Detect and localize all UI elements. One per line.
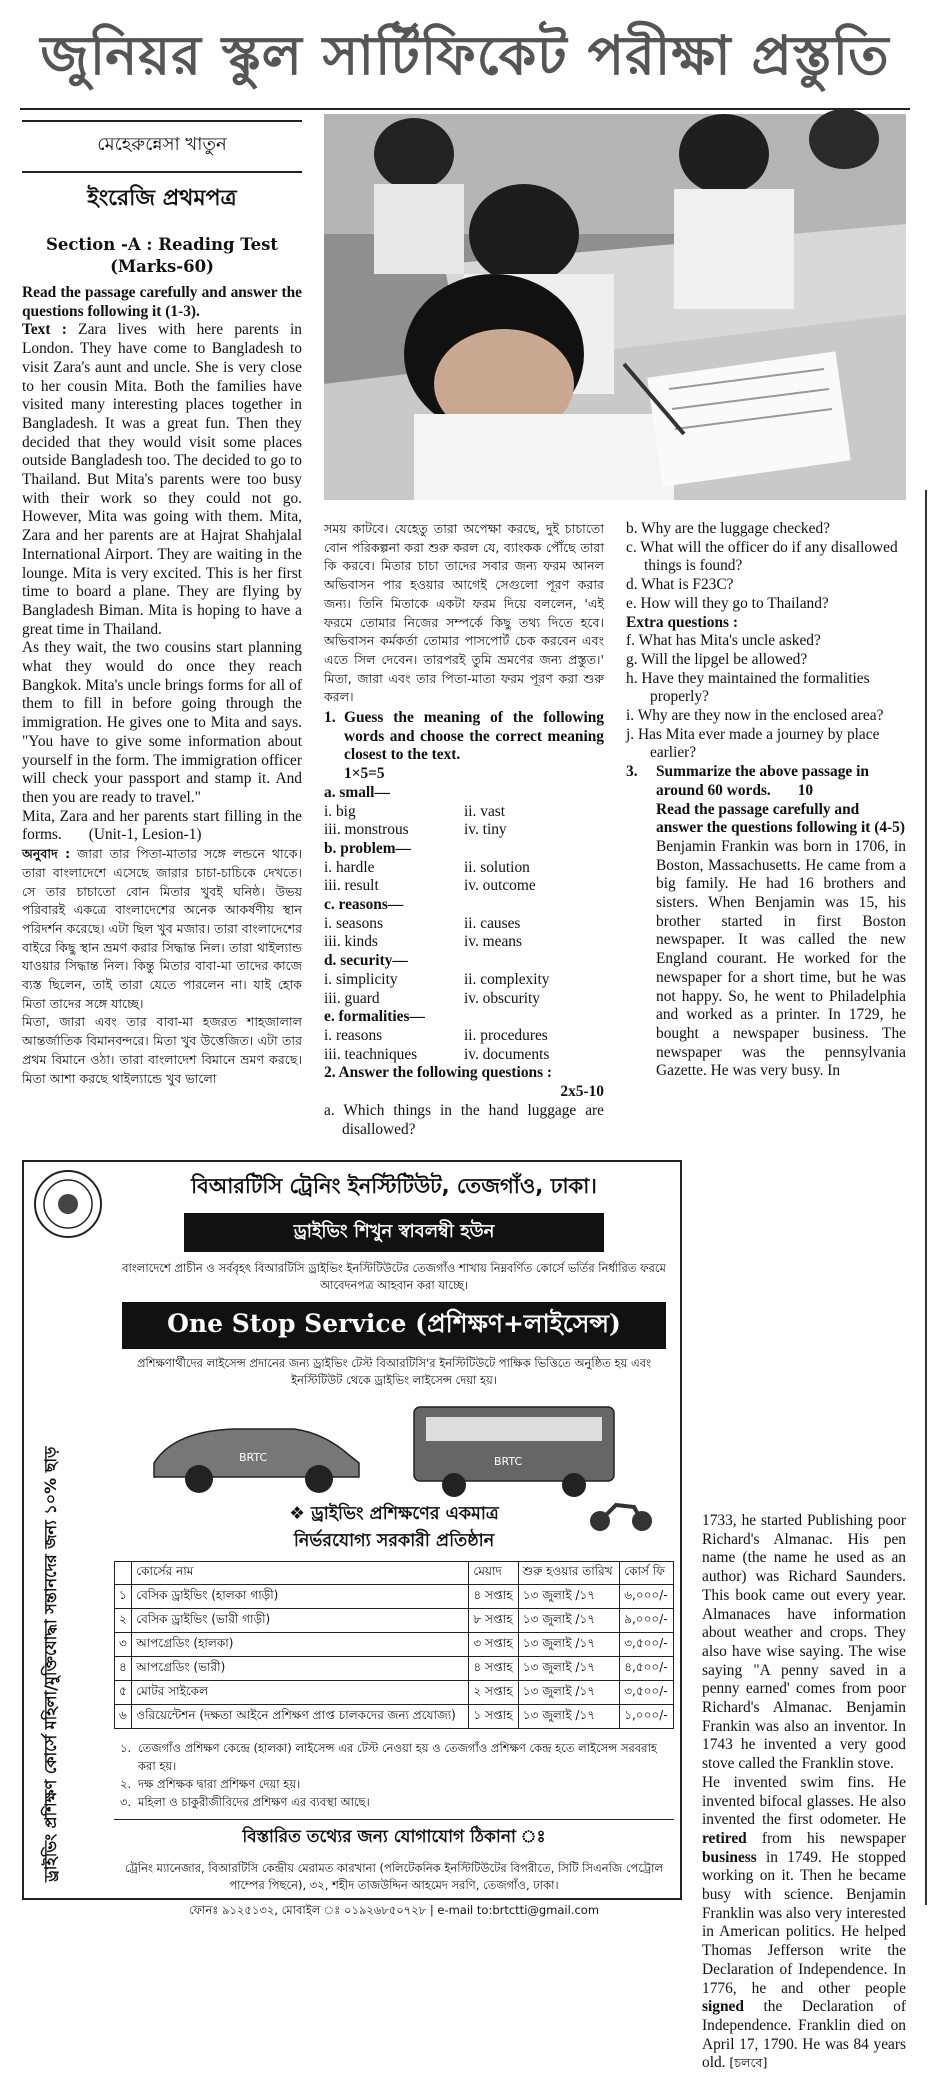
question-2-item: d. What is F23C? [626,576,734,594]
course-cell: ১৩ জুলাই /১৭ [518,1657,619,1681]
vocabulary-list [324,784,604,1065]
passage-1-para-3 [22,808,302,845]
vocab-option: i. reasons [324,1026,383,1044]
course-cell: বেসিক ড্রাইভিং (হালকা গাড়ী) [132,1585,469,1609]
passage-2-bold-retired: retired [702,1829,747,1847]
vocab-option: iv. documents [464,1045,550,1063]
course-cell: ৬,০০০/- [620,1585,674,1609]
vocab-option: ii. vast [464,802,506,820]
course-cell: ১৩ জুলাই /১৭ [518,1633,619,1657]
section-marks: (Marks-60) [110,257,214,276]
question-3 [626,763,906,838]
passage-2-bold-signed: signed [702,1998,744,2016]
course-cell: ১৩ জুলাই /১৭ [518,1705,619,1729]
question-2-a: a. Which things in the hand luggage are disallowed? [324,1101,604,1138]
course-cell: ১,০০০/- [620,1705,674,1729]
contact-phone-email: ফোনঃ ৯১২৫১৩২, মোবাইল ঃ ০১৯২৬৮৫০৭২৮ | e-mail to:brtctti@gmail.com [114,1898,674,1919]
course-cell: আপগ্রেডিং (হালকা) [132,1633,469,1657]
course-table-header [115,1562,674,1585]
course-cell: ১ সপ্তাহ [469,1705,518,1729]
vocab-option-row [324,803,604,822]
course-cell: ৪ সপ্তাহ [469,1585,518,1609]
contact-address: ট্রেনিং ম্যানেজার, বিআরটিসি কেন্দ্রীয় মেরামত কারখানা (পলিটেকনিক ইনস্টিটিউটের বিপরীতে, সিটি সিএনজি পেট্রোল পাম্পের পিছনে), ৩২, শহীদ তাজউদ্দিন আহমেদ সরণি, তেজগাঁও, ঢাকা। [124,1861,664,1892]
question-1-text [344,709,604,784]
course-cell: ৩ [115,1633,132,1657]
vocab-option: iv. obscurity [464,989,540,1007]
vocab-option: iv. means [464,933,522,951]
section-name: Section -A : Reading Test [45,235,279,254]
passage-2-part-2: 1733, he started Publishing poor Richard's Almanac. His pen name (the name he used as an author) was Richard Saunders. This book came out every year. Almanaces have information about weather and crops. They also have wise saying. The wise saying "A penny saved in a penny earned' comes from poor Richard's Almanac. Benjamin Frankin was also an inventor. In 1743 he invented a very good stove called the Franklin stove. [702,1512,906,1773]
column-1 [22,284,302,1088]
question-3-number: 3. [626,763,638,781]
course-cell: ২ [115,1609,132,1633]
course-cell: ওরিয়েন্টেশন (দক্ষতা আইনে প্রশিক্ষণ প্রাপ্ত চালকদের জন্য প্রযোজ্য) [132,1705,469,1729]
vocab-option: i. hardle [324,858,375,876]
unit-reference: (Unit-1, Lesion-1) [88,826,202,844]
translation-para-2: মিতা, জারা এবং তার বাবা-মা হজরত শাহজালাল আন্তর্জাতিক বিমানবন্দরে। মিতা খুব উত্তেজিত। এটা তার প্রথম বিমানে ওঠা। তারা বাংলাদেশ বিমানে ভ্রমণ করছে। মিতা আশা করছে থাইল্যান্ডে খুব ভালো [22,1014,302,1086]
question-3-text: Summarize the above passage in around 60 words. [656,763,869,799]
ad-heading-line-1: ❖ ড্রাইভিং প্রশিক্ষণের একমাত্র [289,1504,499,1524]
vocab-option: iii. teachniques [324,1045,418,1063]
passage-2-bold-business: business [702,1848,757,1866]
course-table-body [115,1585,674,1729]
passage-2-part-3 [702,1774,906,2073]
bus-label: BRTC [494,1455,523,1468]
course-table-heading: কোর্সের নাম [132,1562,469,1585]
ad-note-number: ১. [120,1741,132,1755]
course-cell: মোটর সাইকেল [132,1681,469,1705]
column-3-lower [702,1512,906,2073]
question-2-item: b. Why are the luggage checked? [626,520,830,537]
translation-1-text: জারা তার পিতা-মাতার সঙ্গে লন্ডনে থাকে। তারা বাংলাদেশে এসেছে জারার চাচা-চাচিকে দেখতে। সে তার চাচাতো বোন মিতার খুবই ঘনিষ্ঠ। উভয় পরিবারই একত্রে বাংলাদেশের অনেক আকর্ষণীয় স্থান পরিদর্শন করেছে। এটা ছিল খুব মজার। তারা বাংলাদেশের বাইরে কিছু স্থান ভ্রমণ করার সিদ্ধান্ত নিল। তারা থাইল্যান্ড যাওয়ার সিদ্ধান্ত নিল। কিন্তু মিতার বাবা-মা তাদের কাজে ব্যস্ত ছিলেন, তাই তারা যেতে পারলেন না। যাই হোক মিতা তাদের সঙ্গে যাচ্ছে। [22,846,303,1011]
section-title [22,234,302,278]
ad-content [114,1162,674,1917]
motorcycle-icon [586,1493,656,1533]
course-row [115,1681,674,1705]
contact-title: বিস্তারিত তথ্যের জন্য যোগাযোগ ঠিকানা ঃ [114,1819,674,1852]
question-1 [324,709,604,784]
passage-2-part-3-text-c: in 1749. He stopped working on it. Then he became busy with science. Benjamin Franklin was also very interested in American politics. He helped Thomas Jefferson write the Declaration of Independence. In 1776, he and other people [702,1848,906,1997]
author-name: মেহেরুন্নেসা খাতুন [97,134,227,155]
vocab-option: i. seasons [324,914,383,932]
passage-1 [22,321,302,639]
question-2-list [626,520,906,614]
ad-note-text: দক্ষ প্রশিক্ষক দ্বারা প্রশিক্ষণ দেয়া হয়। [138,1777,301,1791]
ad-title: বিআরটিসি ট্রেনিং ইনস্টিটিউট, তেজগাঁও, ঢাকা। [191,1174,597,1198]
course-cell: ৩,৫০০/- [620,1681,674,1705]
vehicle-illustrations [114,1393,674,1501]
ad-side-banner [28,1332,68,1892]
vocab-option-row [324,971,604,990]
ad-heading-block [114,1501,674,1555]
vocab-option-row [324,915,604,934]
question-2-heading: 2. Answer the following questions : [324,1064,553,1082]
ad-heading-line-2: নির্ভরযোগ্য সরকারী প্রতিষ্ঠান [293,1531,495,1551]
byline-bottom-rule [22,171,302,173]
vocab-option-row [324,877,604,896]
extra-questions-title: Extra questions : [626,613,739,631]
column-edge-rule [925,490,927,1905]
course-table-heading: মেয়াদ [469,1562,518,1585]
vocab-option: ii. causes [464,914,521,932]
extra-question-item: j. Has Mita ever made a journey by place earlier? [626,725,880,762]
headline-rule [20,108,910,110]
course-cell: আপগ্রেডিং (ভারী) [132,1657,469,1681]
car-label: BRTC [239,1451,268,1464]
course-row [115,1705,674,1729]
extra-question-item: h. Have they maintained the formalities properly? [626,669,870,706]
course-cell: ৫ [115,1681,132,1705]
course-cell: ২ সপ্তাহ [469,1681,518,1705]
course-row [115,1585,674,1609]
course-cell: ৬ [115,1705,132,1729]
vocab-option: ii. solution [464,858,530,876]
text-label: Text : [22,321,67,339]
government-seal-icon [32,1168,104,1240]
question-1-number: 1. [324,709,336,727]
course-row [115,1657,674,1681]
question-2-item: c. What will the officer do if any disallowed things is found? [626,538,898,575]
extra-questions-list [626,632,906,763]
translation-continued: সময় কাটবে। যেহেতু তারা অপেক্ষা করছে, দুই চাচাতো বোন পরিকল্পনা করা শুরু করল যে, ব্যাংকক পৌঁছে তারা কি করবে। মিতার চাচা তাদের সবার জন্য ফরম আনল অভিবাসন পার হওয়ার আগেই সেগুলো পূরণ করার জন্য। তিনি মিতাকে একটা ফরম দিয়ে বললেন, 'এই ফরমে তোমার নিজের সম্পর্কে কিছু তথ্য দিতে হবে। অভিবাসন কর্মকর্তা তোমার পাসপোর্ট চেক করবেন এবং এতে সিল দেবেন। তারপরই তুমি ভ্রমণের জন্য প্রস্তুত।' মিতা, জারা এবং তার পিতা-মাতা ফরম পূরণ করা শুরু করল। [324,521,604,705]
ad-notes-list [114,1739,674,1811]
vocab-option-row [324,821,604,840]
vocab-option: iii. result [324,877,379,895]
course-table-heading: কোর্স ফি [620,1562,674,1585]
ad-note-text: তেজগাঁও প্রশিক্ষণ কেন্দ্রে (হালকা) লাইসেন্স এর টেস্ট নেওয়া হয় ও তেজগাঁও প্রশিক্ষণ কেন্দ্র হতে লাইসেন্স সরবরাহ করা হয়। [138,1741,657,1773]
exam-hall-photo [324,114,906,500]
vocab-option: iv. tiny [464,821,507,839]
reading-instruction-2: Read the passage carefully and answer the questions following it (4-5) [656,800,905,837]
course-cell: ৪,৫০০/- [620,1657,674,1681]
paper-title: ইংরেজি প্রথমপত্র [87,186,237,211]
vocab-option: i. simplicity [324,970,398,988]
extra-question-item: i. Why are they now in the enclosed area? [626,707,884,725]
course-cell: ১৩ জুলাই /১৭ [518,1681,619,1705]
question-1-marks: 1×5=5 [344,765,385,783]
course-cell: ৪ [115,1657,132,1681]
course-row [115,1633,674,1657]
question-3-body [656,763,906,838]
passage-2-part-3-text-b: from his newspaper [746,1829,906,1847]
course-cell: ৯,০০০/- [620,1609,674,1633]
ad-note-number: ৩. [120,1795,132,1809]
ad-note-number: ২. [120,1777,132,1791]
vocab-option-row [324,1046,604,1065]
one-stop-service-banner: One Stop Service (প্রশিক্ষণ+লাইসেন্স) [122,1302,666,1349]
course-cell: ৩,৫০০/- [620,1633,674,1657]
course-table [114,1561,674,1729]
course-cell: ৪ সপ্তাহ [469,1657,518,1681]
vocab-option: iv. outcome [464,877,536,895]
vocab-option: iii. kinds [324,933,378,951]
question-1-prompt: Guess the meaning of the following words and choose the correct meaning closest to the text. [344,709,604,764]
brtc-advertisement [22,1160,682,1917]
vocab-word: c. reasons— [324,896,404,914]
ad-note [114,1793,674,1811]
vocab-option: ii. complexity [464,970,550,988]
ad-side-text: ড্রাইভিং প্রশিক্ষণ কোর্সে মহিলা/মুক্তিযোদ্ধা সন্তানদের জন্য ১০% ছাড় [41,1446,60,1882]
vocab-option-row [324,859,604,878]
vocab-option-row [324,990,604,1009]
vocab-option-row [324,1027,604,1046]
passage-1-body: Zara lives with here parents in London. They have come to Bangladesh to visit Zara's aunt and uncle. She is very close to her cousin Mita. Both the families have visited many interesting places together in Bangladesh. It was a great fun. Then they decided that they would visit some places outside Bangladesh too. The decided to go to Thailand. But Mita's parents were too busy with their work so they could not go. However, Mita was going with them. Mita, Zara and her parents are at Hajrat Shahjalal International Airport. They are waiting in the lounge. Mita is very excited. This is her first time to board a plane. They are flying by Bangladesh Biman. Mita is hoping to have a great time in Thailand. [22,321,302,638]
vocab-word: e. formalities— [324,1008,425,1026]
vocab-option: i. big [324,802,356,820]
ad-side-text-svg [28,1332,68,1892]
vocab-option: iii. monstrous [324,821,409,839]
ad-note [114,1775,674,1793]
column-2 [324,520,604,1139]
question-3-marks: 10 [797,781,814,799]
ad-note [114,1739,674,1775]
extra-question-item: f. What has Mita's uncle asked? [626,632,821,650]
vocab-word: b. problem— [324,839,411,857]
course-cell: ১৩ জুলাই /১৭ [518,1609,619,1633]
passage-2-part-3-text-a: He invented swim fins. He invented bifocal glasses. He also invented the first odometer. He [702,1773,906,1829]
reading-instruction-1: Read the passage carefully and answer the questions following it (1-3). [22,284,302,320]
translation-para-1 [22,845,302,1013]
course-cell: বেসিক ড্রাইভিং (ভারী গাড়ী) [132,1609,469,1633]
vocab-option-row [324,933,604,952]
students-writing-illustration [324,114,906,500]
ad-slogan-banner: ড্রাইভিং শিখুন স্বাবলম্বী হউন [184,1213,604,1252]
ad-intro-text: বাংলাদেশে প্রাচীন ও সর্ববৃহৎ বিআরটিসি ড্রাইভিং ইনস্টিটিউটের তেজগাঁও শাখায় নিম্নবর্ণিত কোর্সে ভর্তির নির্ধারিত ফরমে আবেদনপত্র আহবান করা যাচ্ছে। [122,1261,666,1292]
vocab-word: d. security— [324,952,408,970]
ad-license-info: প্রশিক্ষণার্থীদের লাইসেন্স প্রদানের জন্য ড্রাইভিং টেস্ট বিআরটিসি'র ইনস্টিটিউটে পাক্ষিক ভিত্তিতে অনুষ্ঠিত হয় এবং ইনস্টিটিউট থেকে ড্রাইভিং লাইসেন্স দেয়া হয়। [136,1356,652,1387]
course-row [115,1609,674,1633]
course-table-heading: শুরু হওয়ার তারিখ [518,1562,619,1585]
passage-1-para-3-text: Mita, Zara and her parents start filling in the forms. [22,807,302,844]
passage-2-part-3-text-d: the Declaration of Independence. Franklin died on April 17, 1790. He was 84 years old. [702,1998,906,2072]
question-2-marks: 2x5-10 [560,1083,604,1101]
course-cell: ৮ সপ্তাহ [469,1609,518,1633]
translation-label: অনুবাদ : [22,846,71,862]
byline-box [22,120,302,278]
passage-2-part-1: Benjamin Frankin was born in 1706, in Boston, Massachusetts. He came from a big family. He had 16 brothers and sisters. When Benjamin was 15, his brother started in first Boston newspaper. It was called the new England courant. He worked for the newspaper for a short time, but he was not happy. So, he went to Philadelphia and worked as a printer. In 1729, he bought a newspaper business. The newspaper was the pennsylvania Gazette. He was very busy. In [656,837,906,1080]
vocab-option: ii. procedures [464,1026,548,1044]
extra-question-item: g. Will the lipgel be allowed? [626,650,808,668]
course-cell: ১ [115,1585,132,1609]
page-headline: জুনিয়র স্কুল সার্টিফিকেট পরীক্ষা প্রস্তুতি [40,24,890,87]
continued-marker: [চলবে] [729,2055,768,2071]
course-cell: ১৩ জুলাই /১৭ [518,1585,619,1609]
passage-1-para-2: As they wait, the two cousins start planning what they would do once they reach Bangkok. Mita's uncle brings forms for all of them to fill in before going through the immigration. He gives one to Mita and says. "You have to give some information about yourself in the form. The immigration officer will check your passport and stamp it. And then you are ready to travel." [22,639,302,806]
vocab-word: a. small— [324,783,390,801]
car-and-bus-illustration [114,1393,674,1501]
course-cell: ৩ সপ্তাহ [469,1633,518,1657]
ad-note-text: মহিলা ও চাকুরীজীবিদের প্রশিক্ষণ এর ব্যবস্থা আছে। [138,1795,370,1809]
question-2-item: e. How will they go to Thailand? [626,594,829,612]
column-3 [626,520,906,1081]
vocab-option: iii. guard [324,989,380,1007]
course-table-heading [115,1562,132,1585]
